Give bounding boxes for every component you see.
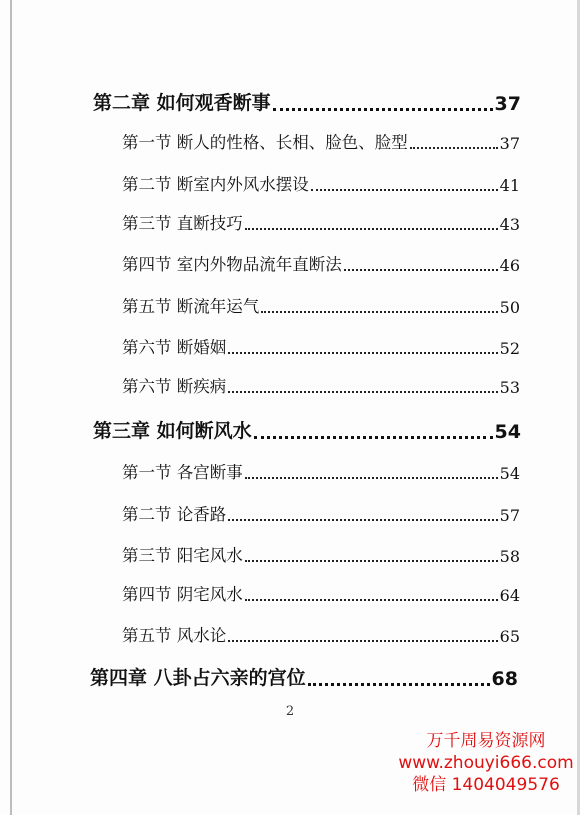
section-page: 50 <box>499 298 520 317</box>
section-page: 37 <box>499 134 520 153</box>
section-page: 58 <box>499 547 520 566</box>
section-page: 43 <box>499 215 520 234</box>
dot-leader <box>410 137 498 149</box>
toc-section <box>122 334 520 358</box>
page-number: 2 <box>285 704 295 719</box>
chapter-page: 68 <box>491 668 518 690</box>
toc-section <box>122 622 520 646</box>
section-page: 54 <box>499 464 520 483</box>
toc-section <box>122 251 520 275</box>
section-page: 57 <box>499 506 520 525</box>
section-page: 65 <box>499 627 520 646</box>
section-title: 第二节 断室内外风水摆设 <box>122 175 309 194</box>
dot-leader <box>245 589 498 601</box>
dot-leader <box>311 179 498 191</box>
toc-section <box>122 501 520 525</box>
chapter-page: 54 <box>494 421 521 443</box>
section-page: 41 <box>499 176 520 195</box>
chapter-page: 37 <box>494 93 521 115</box>
section-page: 52 <box>499 339 520 358</box>
section-title: 第六节 断婚姻 <box>122 338 227 357</box>
toc-chapter-2 <box>93 88 521 115</box>
section-title: 第五节 断流年运气 <box>122 297 260 316</box>
dot-leader <box>228 509 497 521</box>
section-title: 第一节 断人的性格、长相、脸色、脸型 <box>122 133 408 152</box>
section-page: 64 <box>499 586 520 605</box>
dot-leader <box>254 426 493 439</box>
watermark-url: www.zhouyi666.com <box>398 753 574 773</box>
section-title: 第一节 各宫断事 <box>122 463 243 482</box>
section-page: 46 <box>499 256 520 275</box>
dot-leader <box>245 218 498 230</box>
toc-section <box>122 542 520 566</box>
dot-leader <box>261 301 497 313</box>
toc-section <box>122 210 520 234</box>
toc-section <box>122 129 520 153</box>
toc-section <box>122 373 520 397</box>
chapter-title: 第三章 如何断风水 <box>93 420 252 442</box>
section-title: 第四节 阴宅风水 <box>122 585 243 604</box>
section-title: 第二节 论香路 <box>122 505 227 524</box>
dot-leader <box>273 98 493 111</box>
watermark-wechat: 微信 1404049576 <box>412 775 560 795</box>
toc-chapter-3 <box>93 416 521 443</box>
toc-chapter-4 <box>90 663 518 690</box>
toc-section <box>122 293 520 317</box>
dot-leader <box>245 550 498 562</box>
dot-leader <box>228 381 497 393</box>
dot-leader <box>228 630 497 642</box>
section-title: 第六节 断疾病 <box>122 377 227 396</box>
watermark <box>392 730 580 796</box>
section-title: 第三节 阳宅风水 <box>122 546 243 565</box>
toc-section <box>122 171 520 195</box>
dot-leader <box>308 673 490 686</box>
dot-leader <box>228 342 497 354</box>
section-title: 第四节 室内外物品流年直断法 <box>122 255 342 274</box>
section-page: 53 <box>499 378 520 397</box>
chapter-title: 第四章 八卦占六亲的宫位 <box>90 667 306 689</box>
toc-section <box>122 581 520 605</box>
section-title: 第三节 直断技巧 <box>122 214 243 233</box>
toc-section <box>122 459 520 483</box>
dot-leader <box>344 259 498 271</box>
watermark-site-name: 万千周易资源网 <box>426 731 546 751</box>
chapter-title: 第二章 如何观香断事 <box>93 92 271 114</box>
section-title: 第五节 风水论 <box>122 626 227 645</box>
dot-leader <box>245 467 498 479</box>
